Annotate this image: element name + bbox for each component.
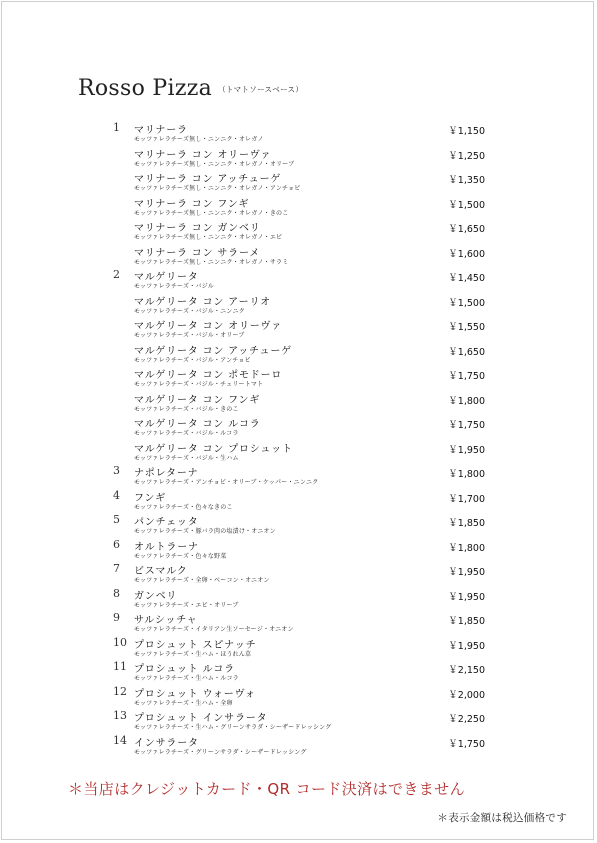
item-name: マルゲリータ コン オリーヴァ [134, 321, 283, 332]
item-number: 2 [113, 268, 120, 281]
menu-item [0, 170, 597, 195]
menu-subtitle: （トマトソースベース） [218, 85, 304, 94]
item-description: モッツァレラチーズ無し・ニンニク・オレガノ・エビ [134, 234, 283, 241]
item-description: モッツァレラチーズ・生ハム・ルコラ [134, 675, 239, 682]
item-price: ￥2,150 [448, 665, 485, 676]
payment-notice: ＊当店はクレジットカード・QR コード決済はできません [68, 780, 465, 798]
item-price: ￥1,850 [448, 616, 485, 627]
item-number: 5 [113, 513, 120, 526]
item-name: パンチェッタ [134, 517, 199, 528]
item-description: モッツァレラチーズ・バジル・ニンニク [134, 307, 245, 315]
item-name: マリナーラ [134, 125, 188, 136]
item-name: マリナーラ コン オリーヴァ [134, 149, 272, 161]
menu-item [0, 244, 597, 269]
menu-item [0, 489, 597, 514]
item-name: マリナーラ コン サラーメ [134, 247, 261, 259]
item-name: マルゲリータ コン アーリオ [134, 296, 271, 308]
menu-item [0, 366, 597, 391]
item-price: ￥1,650 [448, 224, 485, 235]
item-description: モッツァレラチーズ・エビ・オリーブ [134, 601, 239, 609]
item-price: ￥1,800 [448, 469, 485, 480]
item-name: プロシュット スピナッチ [134, 639, 257, 651]
item-description: モッツァレラチーズ・バジル・きのこ [134, 405, 239, 413]
menu-item [0, 415, 597, 440]
tax-note: ＊表示金額は税込価格です [437, 812, 567, 824]
item-price: ￥1,750 [448, 371, 485, 382]
item-description: モッツァレラチーズ・バジル・生ハム [134, 454, 239, 462]
menu-item [0, 317, 597, 342]
menu-item [0, 146, 597, 171]
menu-item [0, 268, 597, 293]
item-number: 9 [113, 611, 120, 624]
item-name: プロシュット ルコラ [134, 664, 235, 675]
item-description: モッツァレラチーズ・生ハム・グリーンサラダ・シーザードレッシング [134, 724, 332, 731]
item-number: 6 [113, 537, 120, 551]
menu-item [0, 391, 597, 416]
menu-item [0, 464, 597, 489]
item-description: モッツァレラチーズ無し・ニンニク・オレガノ・アンチョビ [134, 185, 301, 192]
item-price: ￥1,650 [448, 346, 485, 358]
item-price: ￥1,350 [448, 175, 485, 186]
item-number: 3 [113, 464, 120, 477]
item-price: ￥1,850 [448, 518, 485, 529]
menu-item [0, 219, 597, 244]
item-name: マルゲリータ コン ルコラ [134, 419, 261, 430]
item-price: ￥2,000 [448, 689, 485, 701]
item-price: ￥1,600 [448, 248, 485, 260]
item-price: ￥1,550 [448, 322, 485, 333]
item-name: サルシッチャ [134, 615, 198, 626]
menu-item [0, 685, 597, 710]
item-name: プロシュット ウォーヴォ [134, 688, 256, 700]
item-price: ￥1,800 [448, 542, 485, 554]
item-name: マルゲリータ コン アッチューゲ [134, 345, 292, 357]
item-name: ナポレターナ [134, 468, 199, 479]
item-number: 1 [113, 121, 120, 134]
item-price: ￥1,950 [448, 591, 485, 603]
item-price: ￥1,750 [448, 738, 485, 750]
item-description: モッツァレラチーズ・イタリアン生ソーセージ・オニオン [134, 626, 294, 633]
menu-item [0, 513, 597, 538]
item-description: モッツァレラチーズ無し・ニンニク・オレガノ・サラミ [134, 258, 289, 266]
item-description: モッツァレラチーズ無し・ニンニク・オレガノ・オリーブ [134, 160, 295, 168]
item-number: 7 [113, 562, 120, 575]
item-price: ￥1,700 [448, 493, 485, 505]
item-name: マルゲリータ コン ポモドーロ [134, 370, 283, 381]
item-name: ビスマルク [134, 566, 188, 577]
item-description: モッツァレラチーズ無し・ニンニク・オレガノ [134, 136, 264, 143]
item-price: ￥1,750 [448, 420, 485, 431]
item-price: ￥1,500 [448, 199, 485, 211]
item-name: ガンベリ [134, 590, 178, 602]
item-price: ￥1,500 [448, 297, 485, 309]
item-description: モッツァレラチーズ・生ハム・全卵 [134, 699, 233, 707]
item-number: 4 [113, 488, 120, 502]
menu-item [0, 660, 597, 685]
item-name: マリナーラ コン ガンベリ [134, 223, 261, 234]
item-number: 14 [113, 733, 127, 747]
item-name: インサラータ [134, 737, 199, 749]
item-description: モッツァレラチーズ無し・ニンニク・オレガノ・きのこ [134, 209, 289, 217]
item-description: モッツァレラチーズ・バジル・オリーブ [134, 332, 245, 339]
item-description: モッツァレラチーズ・バジル [134, 283, 214, 290]
item-description: モッツァレラチーズ・グリーンサラダ・シーザードレッシング [134, 748, 307, 756]
menu-item [0, 587, 597, 612]
item-name: オルトラーナ [134, 541, 199, 553]
item-description: モッツァレラチーズ・アンチョビ・オリーブ・ケッパー・ニンニク [134, 479, 319, 486]
item-description: モッツァレラチーズ・バジル・ルコラ [134, 430, 239, 437]
item-price: ￥1,950 [448, 567, 485, 578]
item-description: モッツァレラチーズ・豚バラ肉の塩漬け・オニオン [134, 528, 276, 535]
item-description: モッツァレラチーズ・バジル・アンチョビ [134, 356, 251, 364]
item-price: ￥1,950 [448, 640, 485, 652]
menu-title [78, 76, 303, 101]
item-price: ￥2,250 [448, 714, 485, 725]
item-price: ￥1,800 [448, 395, 485, 407]
item-price: ￥1,950 [448, 444, 485, 456]
menu-item [0, 636, 597, 661]
item-description: モッツァレラチーズ・色々なきのこ [134, 503, 233, 511]
item-description: モッツァレラチーズ・バジル・チェリートマト [134, 381, 264, 388]
item-number: 10 [113, 635, 127, 649]
menu-title-text: Rosso Pizza [78, 76, 213, 101]
item-number: 12 [113, 684, 127, 698]
menu-item [0, 734, 597, 759]
menu-list [0, 121, 597, 758]
item-description: モッツァレラチーズ・全卵・ベーコン・オニオン [134, 577, 270, 584]
item-number: 8 [113, 586, 120, 600]
item-name: フンギ [134, 492, 166, 504]
menu-item [0, 195, 597, 220]
item-name: マルゲリータ [134, 272, 199, 283]
item-description: モッツァレラチーズ・生ハム・ほうれん草 [134, 650, 252, 658]
menu-item [0, 342, 597, 367]
menu-item [0, 562, 597, 587]
item-price: ￥1,450 [448, 273, 485, 284]
item-name: マルゲリータ コン フンギ [134, 394, 261, 406]
menu-item [0, 121, 597, 146]
item-number: 13 [113, 709, 127, 722]
menu-item [0, 611, 597, 636]
item-name: マリナーラ コン フンギ [134, 198, 250, 210]
item-number: 11 [113, 660, 127, 673]
menu-item [0, 440, 597, 465]
menu-item [0, 293, 597, 318]
item-description: モッツァレラチーズ・色々な野菜 [134, 552, 227, 560]
item-name: プロシュット インサラータ [134, 713, 268, 724]
item-name: マリナーラ コン アッチューゲ [134, 174, 282, 185]
menu-item [0, 709, 597, 734]
item-name: マルゲリータ コン プロシュット [134, 443, 293, 455]
menu-item [0, 538, 597, 563]
item-price: ￥1,250 [448, 150, 485, 162]
item-price: ￥1,150 [448, 126, 485, 137]
